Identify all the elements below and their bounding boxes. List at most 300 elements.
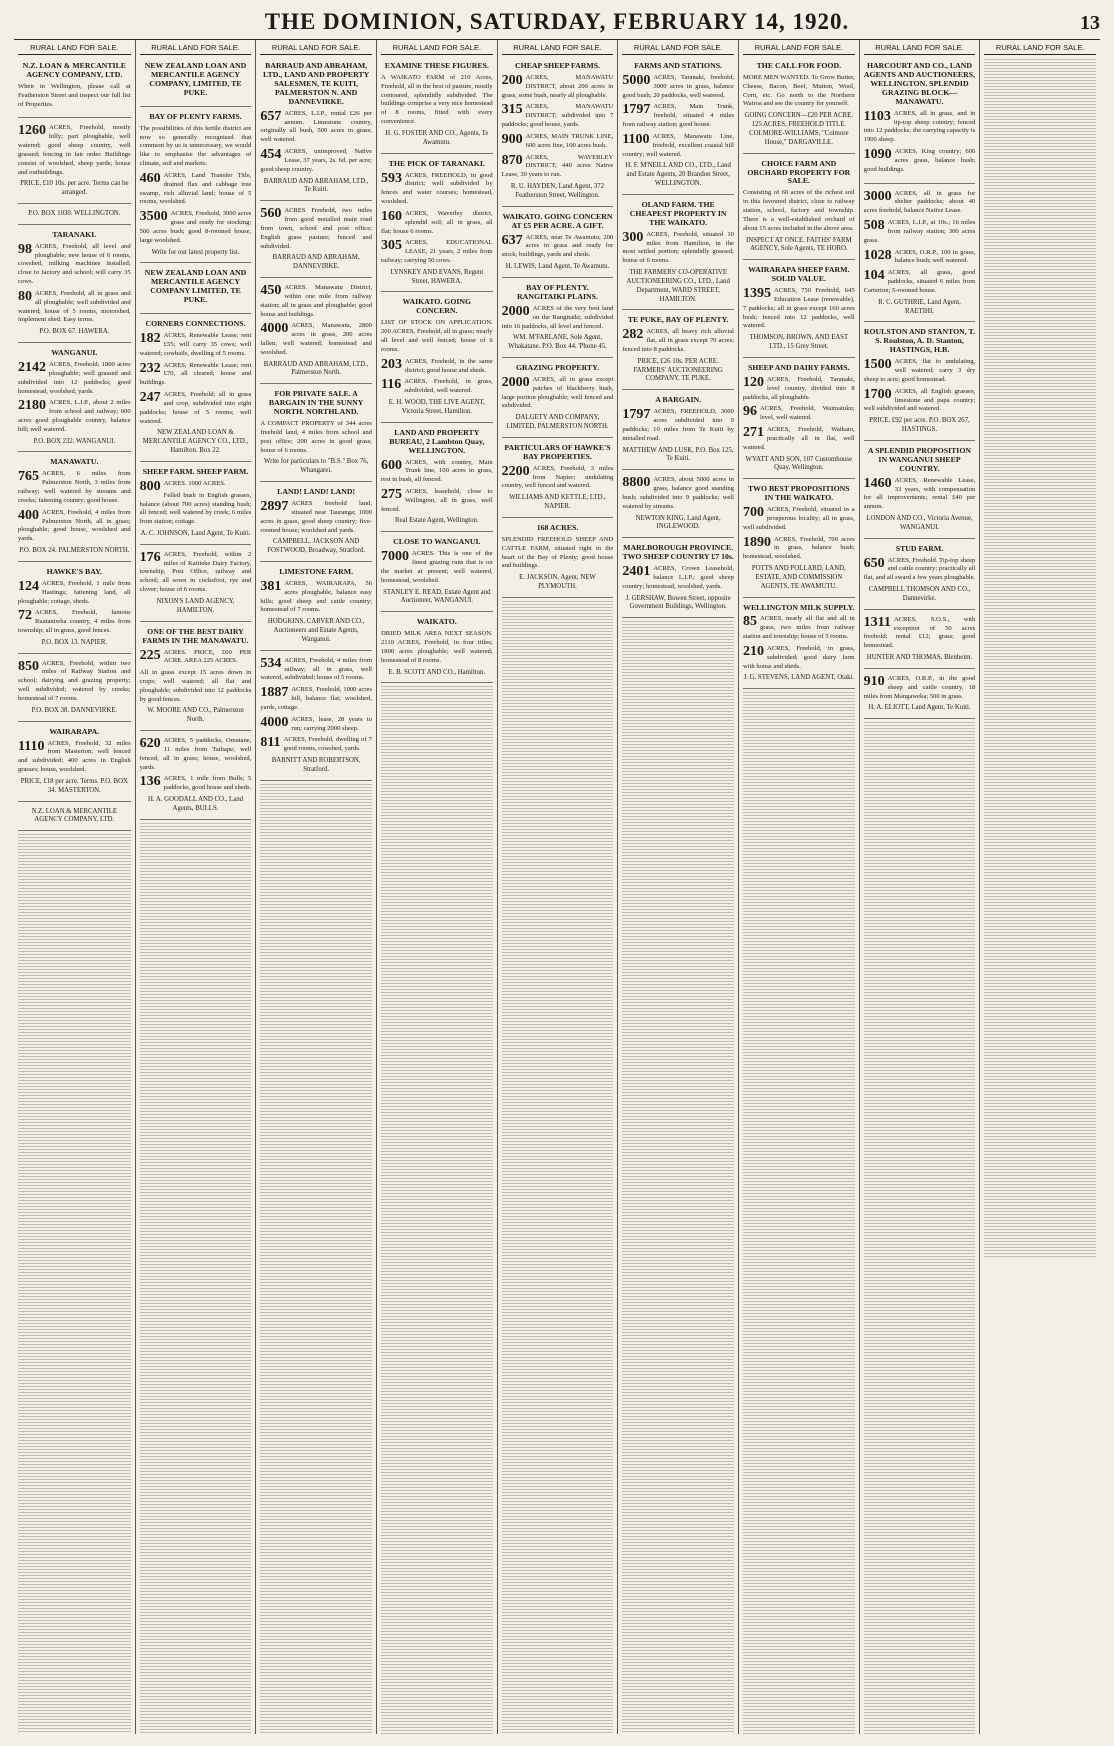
ad-paragraph [140,669,252,704]
ad-body-text: DRIED MILK AREA NEXT SEASON. 2110 ACRES, Freehold, in four titles; 1800 acres ploughable; well watered; homestead of 8 rooms. [380,630,493,664]
ad-body-text: ACRES. Manawatu District, within one mile from railway station; all in grass and ploughable; good house and buildings. [260,284,372,318]
acreage-figure: 1500 [863,357,892,373]
ad-footer-agent: PRICE, £18 per acre. Terms. P.O. BOX 34. MASTERTON. [20,777,128,794]
acreage-figure: 700 [742,505,764,521]
classified-ad [864,672,976,719]
ad-paragraph [864,190,976,216]
ad-paragraph [18,580,131,606]
ad-footer-agent: R. C. GUTHRIE, Land Agent, RAETIHI. [878,298,961,315]
classified-ad [140,59,252,107]
ad-paragraph [743,426,855,452]
ad-footer-agent: E. B. SCOTT AND CO., Hamilton. [388,668,486,676]
classified-ad [502,210,614,278]
ad-body-text: ACRES. PRICE, £60 PER ACRE. AREA 225 ACRES. [163,648,252,665]
ad-heading: A BARGAIN. [655,395,702,405]
ad-heading: CHEAP SHEEP FARMS. [515,61,600,70]
ad-heading: SHEEP AND DAIRY FARMS. [748,362,850,372]
ad-heading: WELLINGTON MILK SUPPLY. [743,602,855,612]
ad-body-text: ACRES, MANAWATU DISTRICT, about 200 acres in grass, some bush, nearly all ploughable. [501,73,614,99]
ad-paragraph [140,649,252,667]
acreage-figure: 1797 [622,102,651,118]
ad-footer-agent: J. GERSHAW, Bowen Street, opposite Government Buildings, Wellington. [625,594,731,611]
ad-body-text: ACRES, 6 miles from Palmerston North, 3 miles from railway; well watered by streams and creeks; fattening country; good house. [18,470,131,504]
ad-heading: BAY OF PLENTY. RANGITAIKI PLAINS. [517,282,598,301]
acreage-figure: 160 [380,208,402,224]
acreage-figure: 305 [380,238,402,254]
ad-body-text: LIST OF STOCK ON APPLICATION. 200 ACRES, Freehold, all in grass; nearly all level and well fenced; house of 6 rooms. [380,319,493,353]
classified-columns [14,40,1100,1734]
fine-print-texture [381,686,493,1734]
ad-body-text: ACRES, FREEHOLD, 3000 acres subdivided into 9 paddocks; 10 miles from Te Kuiti by metalled road. [622,408,734,442]
ad-body-text: ACRES, Taranaki, freehold; 3000 acres in grass, balance good bush; 20 paddocks, well watered. [622,73,734,99]
classified-ad [18,805,131,832]
ad-body-text: ACRES, Freehold, 32 miles from Masterton; well fenced and subdivided; 400 acres in English grasses; house, woolshed. [18,739,131,774]
acreage-figure: 460 [139,170,161,186]
column-heading: RURAL LAND FOR SALE. [864,43,976,55]
ad-paragraph [864,219,976,245]
classified-ad [622,313,734,390]
classified-ad [864,325,976,440]
acreage-figure: 8800 [622,475,651,491]
ad-paragraph [18,470,131,505]
classified-ad [260,565,372,651]
ad-footer-agent: HUNTER AND THOMAS, Blenheim. [866,654,973,662]
ad-body-text: ACRES, Freehold, situated 10 miles from Hamilton, in the most settled portion; splendidly grassed; house of 6 rooms. [622,230,734,265]
ad-paragraph [260,110,372,145]
classified-ad [18,455,131,561]
ad-body-text: ACRES, Freehold, 700 acres in grass, balance bush; homestead, woolshed. [742,535,855,561]
ad-body-text: A WAIKATO FARM of 210 Acres, Freehold, all in the best of pasture, mostly contoured, splendidly subdivided. The buildings comprise a very nice homestead of 8 rooms, fitted with every convenience. [380,73,493,126]
ad-paragraph [140,172,252,207]
ad-heading: CHOICE FARM AND ORCHARD PROPERTY FOR SALE. [747,158,851,186]
acreage-figure: 282 [622,327,644,343]
ad-body-text: ACRES, Renewable Lease; rent £70, all cleared; house and buildings. [139,361,252,387]
ad-heading: BARRAUD AND ABRAHAM, LTD., LAND AND PROPERTY SALESMEN, TE KUITI, PALMERSTON N. AND DANNEVIRKE. [263,61,370,106]
acreage-figure: 800 [139,478,161,494]
ad-footer-agent: A. C. JOHNSON, Land Agent, Te Kuiti. [140,529,251,537]
ad-paragraph [502,103,614,129]
ad-paragraph [381,319,493,354]
acreage-figure: 3000 [863,188,892,204]
ad-paragraph [864,616,976,651]
column [135,40,256,1734]
acreage-figure: 124 [18,578,39,594]
ad-paragraph [743,74,855,109]
ad-body-text: ACRES, Freehold, all in grass and all ploughable; well subdivided and watered; house of 5 rooms, motorshed, implement shed. Easy terms. [18,289,131,324]
acreage-figure: 2142 [18,360,46,376]
acreage-figure: 620 [139,736,161,752]
ad-paragraph [864,148,976,174]
ad-body-text: ACRES, nearly all flat and all in grass, two miles from railway station and township; house of 5 rooms. [742,615,855,641]
ad-paragraph [260,322,372,357]
acreage-figure: 381 [260,579,282,594]
acreage-figure: 2000 [501,303,530,319]
fine-print-texture [260,784,372,1734]
ad-footer-agent: Write for our latest property list. [151,248,240,256]
ad-footer-agent: W. MOORE AND CO., Palmerston North. [147,707,244,724]
ad-body-text: ACRES, leasehold, close to Wellington, all in grass, well fenced. [380,488,493,513]
acreage-figure: 210 [742,643,764,659]
ad-heading: LAND AND PROPERTY BUREAU, 2 Lambton Quay, WELLINGTON. [389,427,485,455]
ad-paragraph [743,376,855,402]
ad-paragraph [381,488,493,514]
acreage-figure: 3500 [139,209,168,225]
ad-paragraph [18,660,131,704]
ad-body-text: ACRES, Freehold; all in grass and crop, subdivided into eight paddocks; house of 5 rooms; well watered. [139,391,252,425]
ad-heading: MARLBOROUGH PROVINCE. TWO SHEEP COUNTRY £7 10s. [622,543,734,562]
classified-ad [743,263,855,358]
ad-heading: FOR PRIVATE SALE. A BARGAIN IN THE SUNNY NORTH. NORTHLAND. [268,389,364,417]
ad-body-text: The possibilities of this fertile district are now so generally recognised that comment by us is unnecessary, we would like to emphasise the advantages of climate, soil and markets. [139,124,252,168]
classified-ad [743,157,855,261]
fine-print-texture [502,601,614,1734]
ad-body-text: ACRES, all in grass for shelter paddocks; about 40 acres freehold, balance Native Lease. [863,189,976,215]
ad-body-text: ACRES, L.I.P., rental £26 per annum. Limestone country, originally all bush, 500 acres in grass; well watered. [260,109,372,144]
classified-ad [18,565,131,654]
ad-heading: GRAZING PROPERTY. [515,362,600,372]
ad-heading: HAWKE'S BAY. [46,566,102,576]
ad-body-text: ACRES, all grass, good paddocks, situated 6 miles from Carterton; 5-roomed house. [863,269,976,294]
ad-footer-agent: BARRAUD AND ABRAHAM, LTD., Te Kuiti. [263,177,369,194]
ad-footer-agent: R. U. HAYDEN, Land Agent, 372 Featherston Street, Wellington. [510,183,605,199]
ad-body-text: ACRES, Freehold, in the same district; good house and sheds. [404,357,493,374]
classified-ad [260,204,372,278]
ad-body-text: ACRES, WAVERLEY DISTRICT; 440 acres Native Lease, 30 years to run. [501,153,614,179]
ad-footer-agent: BARRAUD AND ABRAHAM, DANNEVIRKE. [272,254,360,271]
ad-body-text: ACRES, Freehold, 3 miles from Napier; undulating country, well fenced and watered. [501,464,614,490]
column [497,40,618,1734]
ad-body-text: ACRES, unimproved, Native Lease, 37 years, 2s. 6d. per acre; good sheep country. [260,148,372,173]
ad-heading: 168 ACRES. [536,522,579,532]
classified-ad [18,207,131,225]
ad-footer-agent: H. LEWIS, Land Agent, Te Awamutu. [505,263,610,271]
ad-body-text: ACRES of the very best land on the Rangitaiki; subdivided into 16 paddocks, all level and fenced. [501,304,614,330]
column [255,40,376,1734]
ad-body-text: ACRES, L.I.P., about 2 miles from school and railway; 600 acres good ploughable country, balance hill; well watered. [18,399,131,433]
acreage-figure: 5000 [622,72,651,88]
ad-body-text: ACRES, Land Transfer Title, drained flax and cabbage tree swamp, rich alluvial land; house of 5 rooms, woolshed. [139,171,252,206]
acreage-figure: 400 [18,507,39,523]
ad-footer-agent: POTTS AND POLLARD, LAND, ESTATE, AND COMMISSION AGENTS, TE AWAMUTU. [751,565,846,590]
classified-ad [18,228,131,343]
acreage-figure: 200 [501,72,523,88]
ad-paragraph [743,287,855,331]
ad-footer-agent: GOING CONCERN—£20 PER ACRE. 125 ACRES, FREEHOLD TITLE. COLMORE-WILLIAMS, "Colmore House," DARGAVILLE. [744,112,854,146]
ad-body-text: ACRES, King country; 600 acres grass, balance bush; good buildings. [863,148,976,173]
acreage-figure: 1311 [863,614,891,630]
acreage-figure: 176 [139,549,161,565]
ad-heading: CORNERS CONNECTIONS. [145,319,246,329]
fine-print-texture [984,59,1096,1259]
ad-footer-agent: P.O. BOX 13. NAPIER. [41,638,108,646]
ad-body-text: ACRES, Freehold, situated in a prosperous locality; all in grass, well subdivided. [742,506,855,531]
ad-paragraph [743,189,855,233]
classified-ad [864,59,976,184]
ad-body-text: ACRES, Freehold, all level and ploughable; new house of 6 rooms, cowshed, milking machines installed; close to factory and school; will carry 35 cows. [18,242,131,286]
ad-paragraph [622,133,734,159]
acreage-figure: 1090 [863,147,892,163]
ad-paragraph [139,478,252,494]
classified-ad [622,473,734,538]
ad-body-text: ACRES, L.I.P., at 10s.; 16 miles from railway station; 300 acres grass. [863,219,976,244]
ad-paragraph [502,536,614,571]
ad-footer-agent: NEWTON KING, Land Agent, INGLEWOOD. [635,514,721,531]
ad-paragraph [140,551,252,595]
column [14,40,135,1734]
ad-footer-agent: J. G. STEVENS, LAND AGENT, Otaki. [743,674,855,682]
ad-paragraph [743,645,855,671]
classified-ad [743,482,855,597]
ad-body-text: ACRES, Main Trunk, freehold, situated 4 miles from railway station; good house. [622,103,734,129]
ad-footer-agent: THE FARMERS' CO-OPERATIVE AUCTIONEERING CO., LTD., Land Department, WARD STREET, HAMILTON. [626,269,730,303]
ad-body-text: ACRES, about 5000 acres in grass, balance good standing bush; subdivided into 9 paddocks; well watered by streams. [622,476,734,510]
classified-ad [18,657,131,722]
ad-paragraph [260,686,372,712]
ad-body-text: ACRES, WAIRARAPA, 56 acres ploughable, balance easy hills; good sheep and cattle country; homestead of 7 rooms. [260,580,372,614]
classified-ad [502,281,614,358]
acreage-figure: 315 [501,102,523,118]
column-heading: RURAL LAND FOR SALE. [622,43,734,55]
ad-paragraph [622,408,734,443]
classified-ad [260,59,372,201]
ad-paragraph [18,740,131,775]
ad-heading: FARMS AND STATIONS. [634,61,723,70]
ad-footer-agent: BARRAUD AND ABRAHAM, LTD., Palmerston North. [263,360,369,377]
ad-paragraph [140,391,252,426]
acreage-figure: 650 [863,555,885,571]
ad-heading: N.Z. LOAN & MERCANTILE AGENCY COMPANY, LTD. [22,61,126,79]
acreage-figure: 637 [501,232,523,248]
ad-paragraph [140,737,252,772]
ad-paragraph [260,657,372,683]
classified-ad [140,625,252,732]
acreage-figure: 247 [139,390,161,406]
classified-ad [864,444,976,539]
acreage-figure: 1460 [863,475,892,491]
ad-heading: PARTICULARS OF HAWKE'S BAY PROPERTIES. [504,442,611,461]
ad-body-text: ACRES, Freehold. Tip-top sheep and cattle country; practically all flat, and all sward a few years ploughable. [863,556,976,582]
acreage-figure: 85 [742,614,757,630]
ad-body-text: ACRES, Freehold, within 2 miles of Kaitieke Dairy Factory, township, Post Office, railway and school; all sown in cocksfoot, rye and clover; house of 6 rooms. [139,550,252,594]
classified-ad [260,387,372,482]
ad-footer-agent: LYNSKEY AND EVANS, Regent Street, HAWERA. [390,268,484,285]
ad-heading: OLAND FARM. THE CHEAPEST PROPERTY IN THE WAIKATO. [629,199,727,227]
ad-paragraph [18,243,131,287]
ad-paragraph [140,362,252,388]
acreage-figure: 1110 [18,738,45,754]
classified-ad [622,541,734,618]
ad-body-text: ACRES, Freehold, dwelling of 7 good rooms, cowshed, yards. [283,736,372,753]
column-heading: RURAL LAND FOR SALE. [743,43,855,55]
ad-footer-agent: WILLIAMS AND KETTLE, LTD., NAPIER. [509,494,606,511]
ad-body-text: ACRES, MANAWATU DISTRICT; subdivided into 7 paddocks; good house, yards. [501,103,614,129]
ad-paragraph [864,557,976,583]
classified-ad [260,654,372,781]
ad-body-text: ACRES, S.O.S., with exception of 50 acres freehold; rental £12; grass; good homestead. [863,615,976,650]
ad-heading: NEW ZEALAND LOAN AND MERCANTILE AGENCY COMPANY LIMITED, TE PUKE. [144,268,247,305]
ad-footer-agent: PRICE, £92 per acre. P.O. BOX 267, HASTINGS. [869,417,970,433]
ad-footer-agent: DALGETY AND COMPANY, LIMITED, PALMERSTON NORTH. [506,414,609,431]
ad-body-text: ACRES, with country, Main Trunk line, 100 acres in grass, rest in bush, all fenced. [380,458,493,484]
ad-body-text: ACRES, Freehold, 1000 acres hill, balance flat; woolshed, yards, cottage. [260,686,372,711]
ad-footer-agent: P.O. BOX 67. HAWERA. [39,328,110,336]
ad-paragraph [864,477,976,512]
ad-body-text: ACRES, Freehold, 3000 acres grass and ready for stocking; 500 acres bush; good 8-roomed house, large woolshed. [139,210,252,244]
ad-heading: THE CALL FOR FOOD. [756,61,842,70]
ad-heading: TWO BEST PROPOSITIONS IN THE WAIKATO. [747,484,850,503]
ad-paragraph [622,565,734,591]
ad-paragraph [18,290,131,325]
ad-body-text: Consisting of 60 acres of the richest soil in this favoured district, close to railway station, school, factory and township. There is a well-established orchard of about 15 acres included in the above area. [742,189,855,232]
classified-ad [18,121,131,204]
column-heading: RURAL LAND FOR SALE. [502,43,614,55]
ad-paragraph [864,675,976,701]
ad-paragraph [381,210,493,236]
classified-ad [502,361,614,438]
acreage-figure: 870 [501,152,523,168]
ad-heading: CLOSE TO WANGANUI. [393,537,481,547]
ad-paragraph [743,405,855,423]
ad-footer-agent: H. F. M'NEILL AND CO., LTD., Land and Estate Agents, 20 Brandon Street, WELLINGTON. [625,162,731,188]
ad-heading: BAY OF PLENTY FARMS. [149,111,242,121]
column [738,40,859,1734]
ad-paragraph [502,465,614,491]
ad-body-text: ACRES, Freehold, Waimatuku; level, well watered. [759,405,855,422]
ad-footer-agent: P.O. BOX 232. WANGANUI. [33,437,116,445]
ad-heading: NEW ZEALAND LOAN AND MERCANTILE AGENCY COMPANY, LIMITED, TE PUKE. [144,61,247,97]
classified-ad [140,266,252,314]
ad-paragraph [140,210,252,245]
ad-paragraph [743,506,855,532]
ad-body-text: Felled bush in English grasses, balance (about 700 acres) standing bush; all fenced; well watered by creek; 6 miles from station; cottage. [139,491,252,526]
column [979,40,1100,1734]
classified-ad [743,601,855,690]
ad-paragraph [381,172,493,207]
column-heading: RURAL LAND FOR SALE. [381,43,493,55]
ad-body-text: ACRES, 1 mile from Bulls; 5 paddocks, good house and sheds. [163,775,252,792]
ad-paragraph [260,500,372,535]
classified-ad [622,198,734,310]
acreage-figure: 136 [139,774,161,790]
acreage-figure: 232 [139,360,161,376]
ad-footer-agent: P.O. BOX 24. PALMERSTON NORTH. [19,547,130,555]
classified-ad [381,615,493,683]
classified-ad [864,187,976,323]
acreage-figure: 1103 [863,108,891,124]
ad-footer-agent: PRICE, £10 10s. per acre. Terms can be arranged. [20,180,129,197]
ad-paragraph [864,388,976,414]
newspaper-title: THE DOMINION, SATURDAY, FEBRUARY 14, 1920. [264,9,850,34]
acreage-figure: 2897 [260,499,289,515]
ad-paragraph [18,124,131,177]
ad-body-text: ACRES, Freehold, 4 miles from railway; all in grass, well watered, subdivided; house of 5 rooms. [260,656,372,682]
ad-paragraph [864,269,976,295]
ad-paragraph [502,133,614,151]
ad-heading: WAIKATO. [416,617,457,627]
column-heading: RURAL LAND FOR SALE. [984,43,1096,55]
ad-paragraph [864,110,976,145]
acreage-figure: 657 [260,108,282,124]
masthead [14,0,1100,40]
ad-body-text: ACRES, Renewable Lease; rent £55; will carry 35 cows; well watered; cowbails, dwelling of 5 rooms. [139,332,252,357]
ad-heading: ROULSTON AND STANTON, T. S. Roulston, A. D. Stanton, HASTINGS, H.B. [863,327,976,355]
ad-body-text: ACRES, Freehold, in grass, subdivided; good dairy farm with house and sheds. [742,644,855,670]
classified-ad [140,317,252,462]
acreage-figure: 104 [863,268,885,284]
ad-body-text: ACRES, Waverley district, splendid soil; all in grass, all flat; house 6 rooms. [380,209,493,235]
acreage-figure: 2180 [18,398,46,414]
ad-footer-agent: E. H. WOOD, THE LIVE AGENT, Victoria Street, Hamilton. [388,399,485,415]
ad-footer-agent: WM. M'FARLANE, Sole Agent, Whakatane. P.O. Box 44. 'Phone 45. [508,334,607,351]
acreage-figure: 203 [380,356,402,372]
classified-ad [743,361,855,479]
acreage-figure: 2401 [622,564,651,580]
ad-paragraph [260,580,372,615]
ad-paragraph [260,716,372,734]
column-heading: RURAL LAND FOR SALE. [18,43,131,55]
acreage-figure: 850 [18,658,39,674]
ad-footer-agent: NIXON'S LAND AGENCY, HAMILTON. [156,597,235,614]
ad-paragraph [622,476,734,511]
acreage-figure: 811 [260,735,281,751]
ad-paragraph [18,609,131,635]
ad-footer-agent: Real Estate Agent, Wellington. [394,517,479,525]
classified-ad [381,535,493,612]
ad-paragraph [622,328,734,354]
ad-heading: A SPLENDID PROPOSITION IN WANGANUI SHEEP COUNTRY. [867,445,972,473]
ad-body-text: ACRES, flat to undulating, well watered; carry 3 dry sheep to acre; good homestead. [863,358,976,383]
ad-footer-agent: CAMPBELL THOMSON AND CO., Dannevirke. [868,586,971,602]
ad-paragraph [140,125,252,169]
ad-body-text: ACRES, Renewable Lease, 33 years, with compensation for all improvements; rental £40 per annum. [863,476,976,511]
ad-body-text: ACRES, Crown Leasehold, balance L.I.P.; good sheep country; homestead, woolshed, yards. [622,565,734,590]
ad-paragraph [381,358,493,376]
acreage-figure: 900 [501,131,523,147]
classified-ad [502,59,614,207]
acreage-figure: 80 [18,288,32,304]
classified-ad [140,465,252,545]
ad-heading: TARANAKI. [52,229,97,239]
ad-heading: STUD FARM. [895,543,944,553]
ad-footer-agent: E. JACKSON, Agent, NEW PLYMOUTH. [519,574,596,591]
ad-body-text: ACRES, all English grasses, limestone and papa country; well subdivided and watered. [863,387,976,413]
acreage-figure: 72 [18,608,32,624]
acreage-figure: 765 [18,469,39,485]
ad-heading: WAIRARAPA SHEEP FARM. SOLID VALUE. [748,265,850,284]
ad-paragraph [381,74,493,127]
classified-ad [140,734,252,820]
ad-body-text: ACRES freehold land, situated near Tauranga; 1000 acres in grass, good sheep country; five-roomed house; woolshed and yards. [260,500,372,534]
ad-heading: WAIRARAPA. [49,726,100,736]
ad-body-text: ACRES, Freehold, Waikato, practically all in flat, well watered. [742,426,855,451]
acreage-figure: 120 [742,374,764,390]
fine-print-texture [18,834,131,1734]
classified-ad [622,393,734,470]
ad-heading: WAIKATO. GOING CONCERN AT £5 PER ACRE. A GIFT. [502,211,613,230]
ad-footer-agent: NEW ZEALAND LOAN & MERCANTILE AGENCY CO., LTD., Hamilton. Box 22. [142,429,249,455]
ad-body-text: ACRES, Freehold, Taranaki, level country, divided into 8 paddocks, all ploughable. [742,375,855,401]
column [617,40,738,1734]
ad-body-text: ACRES, Freehold, 4 miles from Palmerston North, all in grass; ploughable; good house, woolshed and yards. [18,508,131,543]
ad-body-text: ACRES, O.R.P., in the good sheep and cattle country, 18 miles from Mangaweka; 500 in grass. [863,674,976,700]
ad-paragraph [622,103,734,129]
ad-paragraph [743,615,855,641]
acreage-figure: 1700 [863,386,892,402]
ad-footer-agent: P.O. BOX 38. DANNEVIRKE. [31,706,118,714]
ad-body-text: ACRES Freehold, two miles from good metalled main road from town, school and post office; English grass pasture; fenced and subdivided. [260,207,372,250]
ad-footer-agent: THOMSON, BROWN, AND EAST LTD., 15 Grey Street. [749,334,849,351]
ad-footer-agent: LONDON AND CO., Victoria Avenue, WANGANUI. [866,514,973,531]
